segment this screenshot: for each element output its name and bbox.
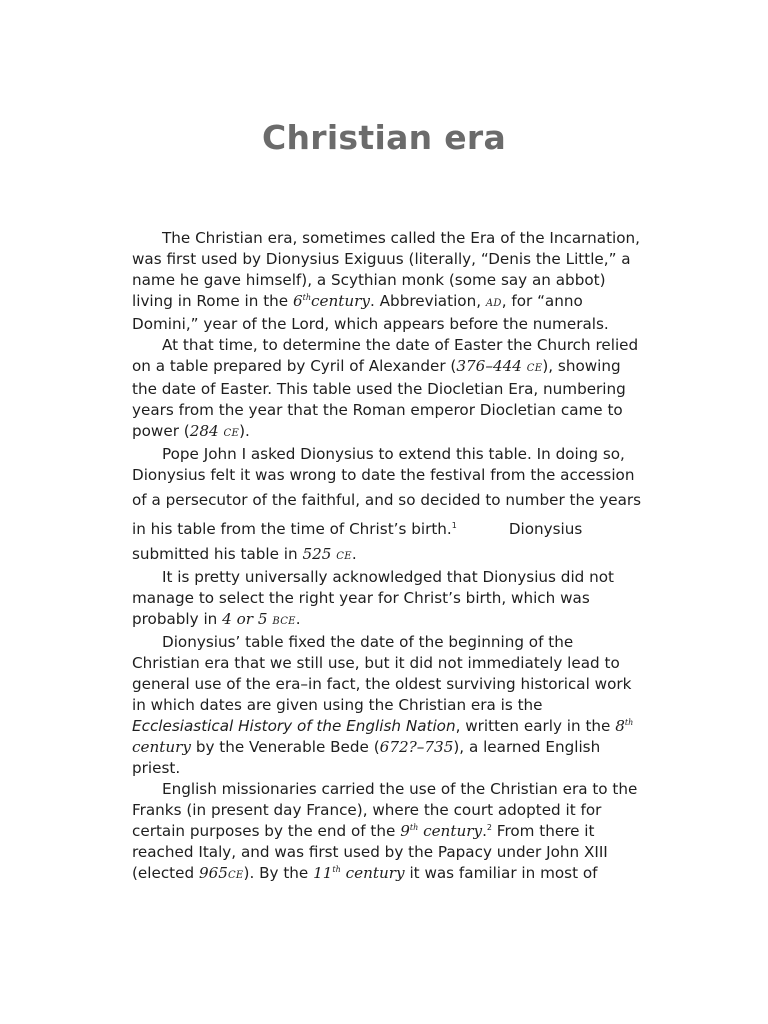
century-number: 8 (615, 717, 625, 735)
text: , written early in the (455, 717, 616, 735)
century-word: century (423, 822, 483, 840)
text: From there it reached Italy, and was first used by the Papacy under John XIII (elected (132, 822, 608, 882)
text: ). (239, 422, 250, 440)
text: Pope John I asked Dionysius to extend this table. In doing so, Dionysius felt it was wrong to date the festival from the accession of a persecutor of the faithful, and so decided to number the (132, 445, 635, 509)
text: , for “anno Domini,” year of the Lord, which appears before the numerals. (132, 292, 609, 333)
paragraph-5 (132, 632, 642, 779)
paragraph-6 (132, 779, 642, 886)
text: At that time, to determine the date of Easter the Church relied on a table prepared by Cyril of Alexander ( (132, 336, 639, 375)
text: English missionaries carried the use of the Christian era to the Franks (in present day France), where the court adopted it for certain purposes by the end of the (132, 780, 638, 840)
page-title: Christian era (261, 118, 507, 157)
book-title: Ecclesiastical History of the English Nation (132, 717, 456, 735)
century-word: century (132, 738, 191, 756)
text: It is pretty universally acknowledged that Dionysius did not manage to select the right year for Christ’s birth, which was probably in (132, 568, 614, 628)
text: ). By the (243, 864, 314, 882)
era-abbreviation: CE (526, 363, 543, 374)
text: by the Venerable Bede ( (191, 738, 380, 756)
era-abbreviation: CE (223, 428, 240, 439)
century-word: century (311, 292, 371, 310)
era-abbreviation: AD (485, 298, 502, 309)
year: 965 (198, 864, 228, 882)
text: Dionysius’ table fixed the date of the beginning of the Christian era that we still use, but it did not immediately lead to general use of the era–in fact, the oldest surviving historical work in which dates are given using the Christian era is the (132, 633, 632, 714)
text: Dionysius submitted his table in (132, 520, 583, 563)
paragraph-4 (132, 567, 642, 632)
ordinal-suffix: th (409, 823, 419, 832)
era-abbreviation: BCE (272, 616, 296, 627)
text: . (482, 822, 487, 840)
text: years in his table from the time of Christ’s birth. (132, 491, 642, 538)
text: . (295, 610, 301, 628)
body-text (132, 228, 642, 886)
text: it was familiar in most of (404, 864, 598, 882)
era-abbreviation: CE (336, 551, 352, 562)
ordinal-suffix: th (302, 293, 312, 302)
footnote-marker: 2 (486, 823, 492, 832)
footnote-marker: 1 (451, 521, 457, 530)
year: 284 (189, 422, 219, 440)
paragraph-2 (132, 335, 642, 444)
years: 672?–735 (379, 738, 454, 756)
ordinal-suffix: th (332, 865, 341, 874)
text: ), a learned English priest. (132, 738, 601, 777)
paragraph-3 (132, 444, 642, 567)
era-abbreviation: CE (227, 870, 244, 881)
century-number: 6 (292, 292, 303, 310)
century-number: 9 (400, 822, 410, 840)
ordinal-suffix: th (624, 718, 634, 727)
year-range: 376–444 (456, 357, 522, 375)
text: The Christian era, sometimes called the Era of the Incarnation, was first used by Dionysius Exiguus (literally, “Denis the Little,” a name he gave himself), a Scythian monk (some say an abbot) living in Rome in the (132, 229, 641, 310)
years: 4 or 5 (222, 610, 268, 628)
text: . Abbreviation, (370, 292, 486, 310)
text: . (351, 545, 357, 563)
century-word: century (345, 864, 405, 882)
century-number: 11 (313, 864, 333, 882)
text: ), showing the date of Easter. This table used the Diocletian Era, numbering years from the year that the Roman emperor Diocletian came to power ( (132, 357, 626, 440)
year: 525 (302, 545, 332, 563)
paragraph-1 (132, 228, 642, 335)
